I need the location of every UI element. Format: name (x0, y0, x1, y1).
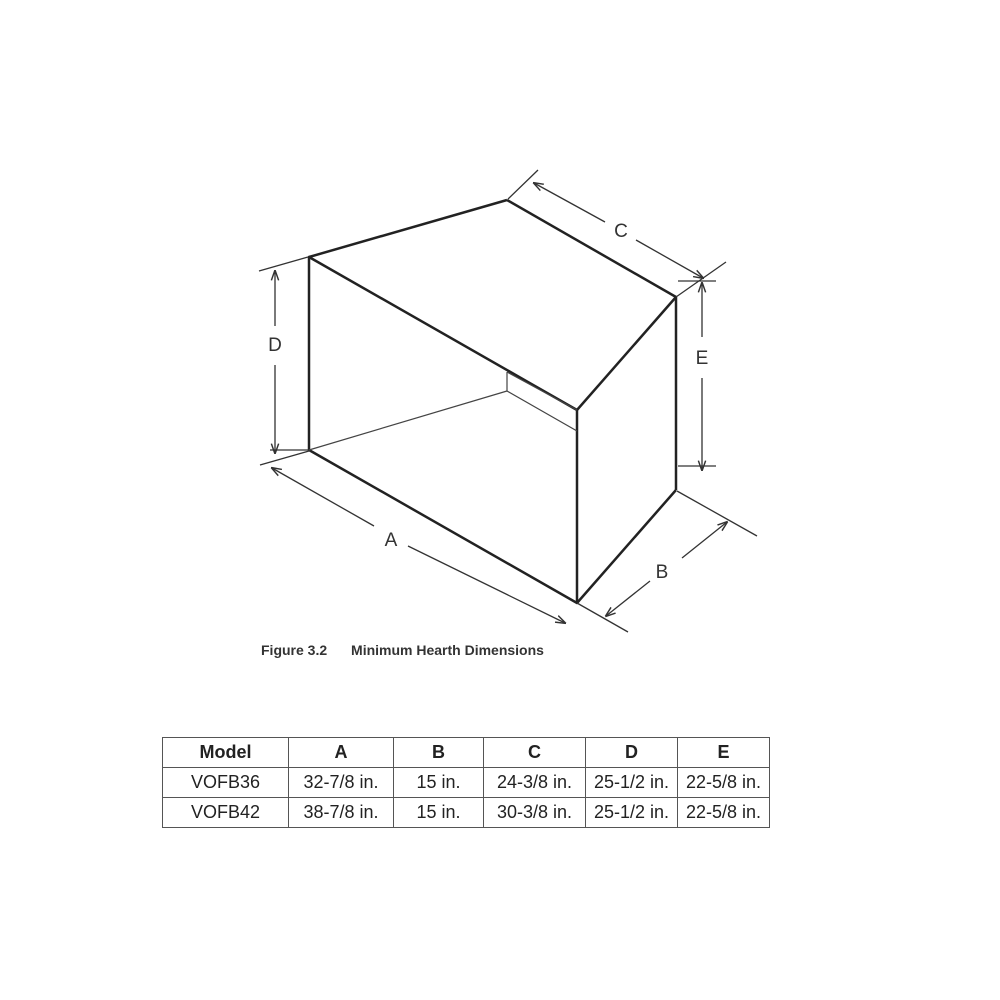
dimension-label-a: A (384, 530, 398, 551)
dimension-line-a-1 (272, 468, 374, 526)
table-cell-a: 38-7/8 in. (289, 798, 394, 828)
hearth-outline (309, 200, 676, 603)
column-header-d: D (586, 738, 678, 768)
hearth-side-top-edge (577, 297, 676, 410)
table-cell-e: 22-5/8 in. (678, 798, 770, 828)
table-row (163, 798, 770, 828)
column-header-model: Model (163, 738, 289, 768)
figure-number: Figure 3.2 (261, 642, 328, 658)
dimension-line-b-1 (606, 581, 650, 616)
table-cell-b: 15 in. (394, 798, 484, 828)
dimension-line-c-2 (636, 240, 703, 278)
hearth-interior (309, 372, 577, 450)
table-cell-c: 24-3/8 in. (484, 768, 586, 798)
column-header-e: E (678, 738, 770, 768)
dimension-line-a-2 (408, 546, 565, 623)
table-cell-model: VOFB36 (163, 768, 289, 798)
dimension-label-e: E (695, 348, 709, 369)
table-cell-e: 22-5/8 in. (678, 768, 770, 798)
hearth-top-back-edge (309, 200, 507, 257)
figure-caption (261, 642, 544, 658)
table-cell-d: 25-1/2 in. (586, 768, 678, 798)
table-cell-c: 30-3/8 in. (484, 798, 586, 828)
table-cell-a: 32-7/8 in. (289, 768, 394, 798)
table-cell-b: 15 in. (394, 768, 484, 798)
column-header-b: B (394, 738, 484, 768)
dimension-line-c-1 (534, 183, 605, 222)
dimensions-table (162, 737, 770, 828)
dimension-line-b-2 (682, 522, 727, 558)
hearth-front-face (309, 257, 577, 603)
dimension-label-d: D (268, 335, 282, 356)
dimension-label-c: C (614, 221, 628, 242)
column-header-c: C (484, 738, 586, 768)
table-row (163, 768, 770, 798)
table-cell-model: VOFB42 (163, 798, 289, 828)
column-header-a: A (289, 738, 394, 768)
dimension-label-b: B (655, 562, 669, 583)
table-cell-d: 25-1/2 in. (586, 798, 678, 828)
table-header-row (163, 738, 770, 768)
figure-title: Minimum Hearth Dimensions (351, 642, 544, 658)
hearth-side-bottom-edge (577, 490, 676, 603)
